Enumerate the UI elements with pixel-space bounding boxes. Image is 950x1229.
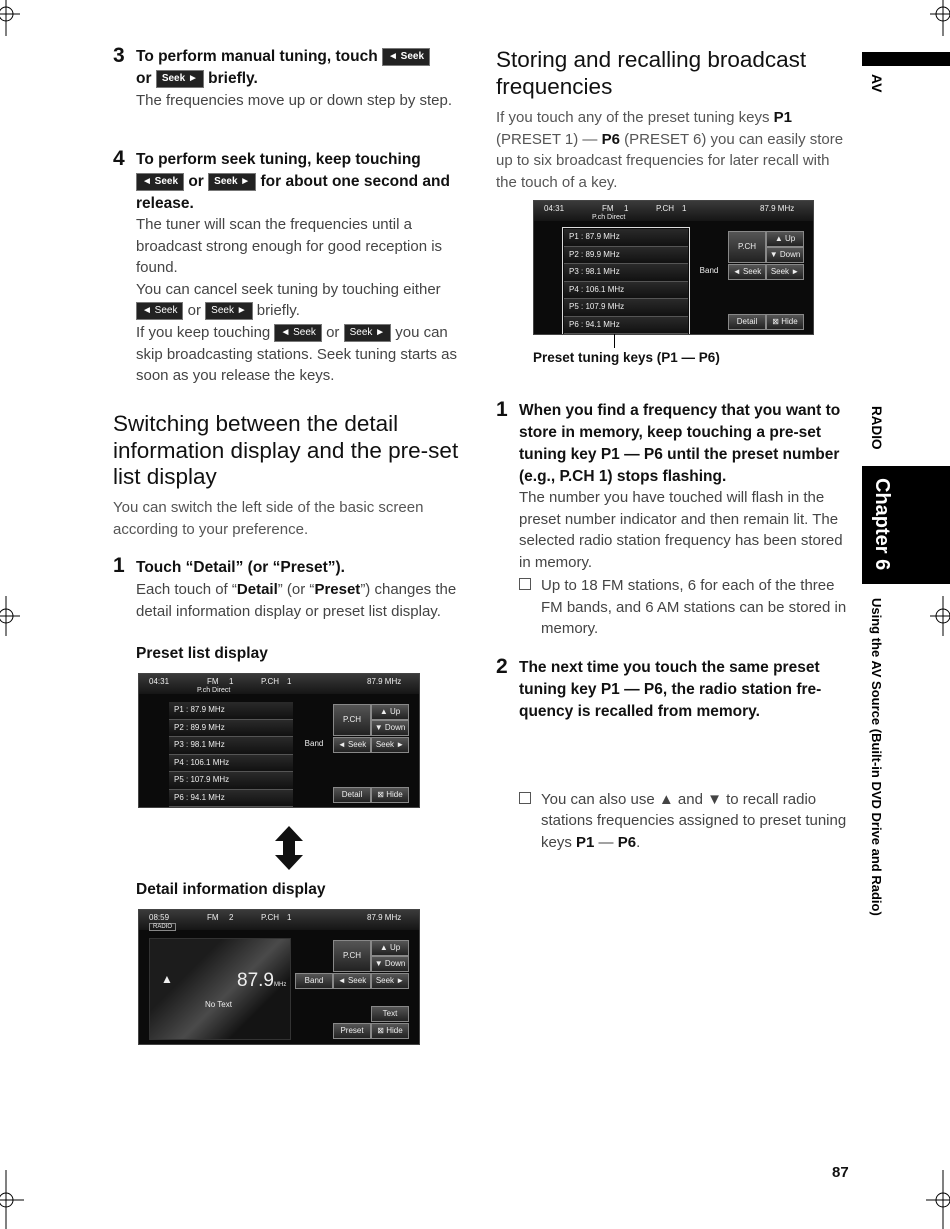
- preset-row[interactable]: P3 : 98.1 MHz: [564, 264, 688, 282]
- preset-row[interactable]: P6 : 94.1 MHz: [169, 790, 293, 808]
- band-button[interactable]: Band: [295, 973, 333, 989]
- freq: 87.9 MHz: [367, 677, 402, 686]
- right-step2-title: The next time you touch the same preset tuning key P1 — P6, the radio station fre-quency is recalled from memory.: [519, 659, 822, 720]
- right-step1-note-text: Up to 18 FM stations, 6 for each of the three FM bands, and 6 AM stations can be stored in memory.: [541, 577, 847, 638]
- step4-p2-end: briefly.: [256, 302, 300, 320]
- down-button[interactable]: ▼ Down: [766, 247, 804, 263]
- intro-p6: P6: [601, 130, 620, 148]
- intro-p1: P1: [773, 109, 793, 126]
- band: FM: [207, 913, 219, 922]
- right-step1-title: When you find a frequency that you want to store in memory, keep touching a pre-set tuning key P1 — P6 until the preset number (e.g., P.CH 1) stops flashing.: [519, 402, 841, 485]
- up-button[interactable]: ▲ Up: [371, 704, 409, 720]
- hide-button[interactable]: ⊠ Hide: [766, 314, 804, 330]
- right-intro: [496, 107, 851, 193]
- big-freq-value: 87.9: [237, 970, 274, 991]
- preset-row[interactable]: P4 : 106.1 MHz: [169, 755, 293, 773]
- step3-title-c: briefly.: [208, 70, 258, 87]
- figure-label: Preset list display: [136, 645, 268, 662]
- up-button[interactable]: ▲ Up: [766, 231, 804, 247]
- figure-caption: Preset tuning keys (P1 — P6): [533, 350, 720, 365]
- step3-title-b: or: [136, 70, 152, 87]
- section-title: Switching between the detail information display and the pre-set list display: [113, 411, 459, 489]
- step4-p2-or: or: [187, 302, 201, 320]
- step3-title: [136, 46, 466, 90]
- note-checkbox-icon: [519, 578, 531, 590]
- page-number: 87: [832, 1164, 849, 1181]
- band-button[interactable]: Band: [304, 739, 324, 748]
- mode: P.ch Direct: [592, 214, 626, 221]
- clock: 04:31: [544, 204, 565, 213]
- seek-left-button: ◄ Seek: [136, 173, 184, 191]
- step3-title-a: To perform manual tuning, touch: [136, 48, 378, 65]
- detail-button[interactable]: Detail: [333, 787, 371, 803]
- pch-button[interactable]: P.CH: [333, 704, 371, 736]
- status-bar: [534, 201, 813, 221]
- step-number: 1: [496, 398, 508, 421]
- hide-button[interactable]: ⊠ Hide: [371, 1023, 409, 1039]
- note-c: .: [636, 833, 641, 851]
- step-number: 3: [113, 44, 125, 67]
- chapter-tab: [862, 466, 950, 584]
- right-step2-note: [519, 789, 851, 854]
- detail-button[interactable]: Detail: [728, 314, 766, 330]
- preset-row[interactable]: P2 : 89.9 MHz: [564, 247, 688, 265]
- step4-title-a: To perform seek tuning, keep touching: [136, 151, 421, 168]
- down-button[interactable]: ▼ Down: [371, 956, 409, 972]
- clock: 08:59: [149, 913, 170, 922]
- seek-right-button: Seek ►: [344, 324, 391, 342]
- seek-right-button: Seek ►: [205, 302, 252, 320]
- step4-p2: [136, 279, 468, 322]
- seek-right-button: Seek ►: [156, 70, 204, 88]
- right-step1-note: [519, 575, 851, 640]
- seek-right-button[interactable]: Seek ►: [766, 264, 804, 280]
- step1-title: Touch “Detail” (or “Preset”).: [136, 559, 345, 576]
- step4-title-c: for about one second and release.: [136, 173, 450, 212]
- intro-a: If you touch any of the preset tuning keys: [496, 109, 774, 126]
- av-label: AV: [869, 74, 885, 93]
- pch-label: P.CH: [261, 913, 280, 922]
- freq: 87.9 MHz: [367, 913, 402, 922]
- note-checkbox-icon: [519, 792, 531, 804]
- antenna-icon: ▲: [161, 972, 173, 986]
- band: FM: [602, 204, 614, 213]
- status-bar: [139, 674, 419, 694]
- preset-keyword: Preset: [314, 581, 361, 598]
- preset-list-screen: [138, 673, 420, 808]
- seek-left-button: ◄ Seek: [136, 302, 183, 320]
- freq-unit: MHz: [273, 982, 287, 988]
- seek-left-button[interactable]: ◄ Seek: [333, 737, 371, 753]
- no-text-label: No Text: [205, 1000, 232, 1009]
- note-b: —: [594, 833, 618, 851]
- seek-left-button[interactable]: ◄ Seek: [728, 264, 766, 280]
- right-step1-body: The number you have touched will flash in the preset number indicator and then remain lit. The selected radio station frequency has been stored in memory.: [519, 489, 843, 571]
- note-a: You can also use ▲ and ▼ to recall radio stations frequencies assigned to preset tuning keys: [541, 790, 847, 851]
- double-arrow-icon: [273, 826, 305, 870]
- step-number: 2: [496, 655, 508, 678]
- big-frequency: [237, 970, 286, 992]
- step3-body: The frequencies move up or down step by step.: [136, 92, 453, 109]
- hide-button[interactable]: ⊠ Hide: [371, 787, 409, 803]
- seek-right-button[interactable]: Seek ►: [371, 737, 409, 753]
- note-p1: P1: [576, 833, 595, 851]
- step4-p3-b: you can skip broadcasting stations. Seek tuning starts as soon as you release the keys.: [136, 323, 458, 385]
- pch-num: 1: [682, 204, 687, 213]
- step4-title: [136, 149, 471, 215]
- step-number: 1: [113, 554, 125, 577]
- preset-row[interactable]: P6 : 94.1 MHz: [564, 317, 688, 335]
- source: RADIO: [149, 923, 176, 931]
- radio-label: RADIO: [869, 406, 884, 450]
- seek-left-button: ◄ Seek: [274, 324, 321, 342]
- preset-row[interactable]: P2 : 89.9 MHz: [169, 720, 293, 738]
- band-num: 1: [229, 677, 234, 686]
- seek-right-button: Seek ►: [208, 173, 256, 191]
- up-button[interactable]: ▲ Up: [371, 940, 409, 956]
- status-bar: [139, 910, 419, 930]
- band-num: 2: [229, 913, 234, 922]
- preset-rows: [169, 702, 293, 807]
- step4-body: [136, 214, 468, 387]
- step4-title-b: or: [188, 173, 204, 190]
- preset-row[interactable]: P3 : 98.1 MHz: [169, 737, 293, 755]
- step1-body-b: ” (or “: [277, 581, 315, 598]
- chapter-subtitle: Using the AV Source (Built-in DVD Drive and Radio): [869, 598, 884, 916]
- freq: 87.9 MHz: [760, 204, 795, 213]
- step4-p1: The tuner will scan the frequencies until a broadcast strong enough for good reception is found.: [136, 216, 443, 277]
- mode: P.ch Direct: [197, 687, 231, 694]
- band-button[interactable]: Band: [699, 266, 719, 275]
- step1-body: [136, 579, 471, 622]
- chapter-label: Chapter 6: [871, 478, 893, 571]
- preset-rows: [564, 229, 688, 334]
- caption-leader-line: [614, 334, 615, 348]
- pch-num: 1: [287, 677, 292, 686]
- pch-label: P.CH: [656, 204, 675, 213]
- pch-button[interactable]: P.CH: [333, 940, 371, 972]
- step4-p3-or: or: [326, 323, 340, 341]
- down-button[interactable]: ▼ Down: [371, 720, 409, 736]
- note-p6: P6: [617, 833, 637, 851]
- section-intro: You can switch the left side of the basic screen according to your preference.: [113, 499, 424, 538]
- band: FM: [207, 677, 219, 686]
- band-num: 1: [624, 204, 629, 213]
- preset-row[interactable]: P4 : 106.1 MHz: [564, 282, 688, 300]
- step4-p3: [136, 322, 468, 387]
- detail-info-screen: [138, 909, 420, 1045]
- intro-b: (PRESET 1) —: [496, 130, 602, 148]
- av-tab-bar: [862, 52, 950, 66]
- step1-body-c: ”) changes the detail information display or preset list display.: [136, 581, 457, 620]
- seek-left-button: ◄ Seek: [382, 48, 430, 66]
- clock: 04:31: [149, 677, 170, 686]
- section-title: Storing and recalling broadcast frequencies: [496, 47, 807, 99]
- detail-keyword: Detail: [236, 581, 278, 598]
- pch-label: P.CH: [261, 677, 280, 686]
- step4-p2-text: You can cancel seek tuning by touching either: [136, 280, 441, 298]
- step4-p3-a: If you keep touching: [136, 323, 271, 341]
- pch-button[interactable]: P.CH: [728, 231, 766, 263]
- seek-left-button[interactable]: ◄ Seek: [333, 973, 371, 989]
- preset-row[interactable]: P1 : 87.9 MHz: [169, 702, 293, 720]
- preset-row[interactable]: P5 : 107.9 MHz: [169, 772, 293, 790]
- preset-button[interactable]: Preset: [333, 1023, 371, 1039]
- text-button[interactable]: Text: [371, 1006, 409, 1022]
- seek-right-button[interactable]: Seek ►: [371, 973, 409, 989]
- step-number: 4: [113, 147, 125, 170]
- pch-num: 1: [287, 913, 292, 922]
- step1-body-a: Each touch of “: [136, 581, 237, 598]
- preset-row[interactable]: P5 : 107.9 MHz: [564, 299, 688, 317]
- figure-label: Detail information display: [136, 881, 326, 898]
- preset-row[interactable]: P1 : 87.9 MHz: [564, 229, 688, 247]
- intro-c: (PRESET 6) you can easily store up to six broadcast frequencies for later recall with the touch of a key.: [496, 130, 844, 191]
- preset-tuning-screen: [533, 200, 814, 335]
